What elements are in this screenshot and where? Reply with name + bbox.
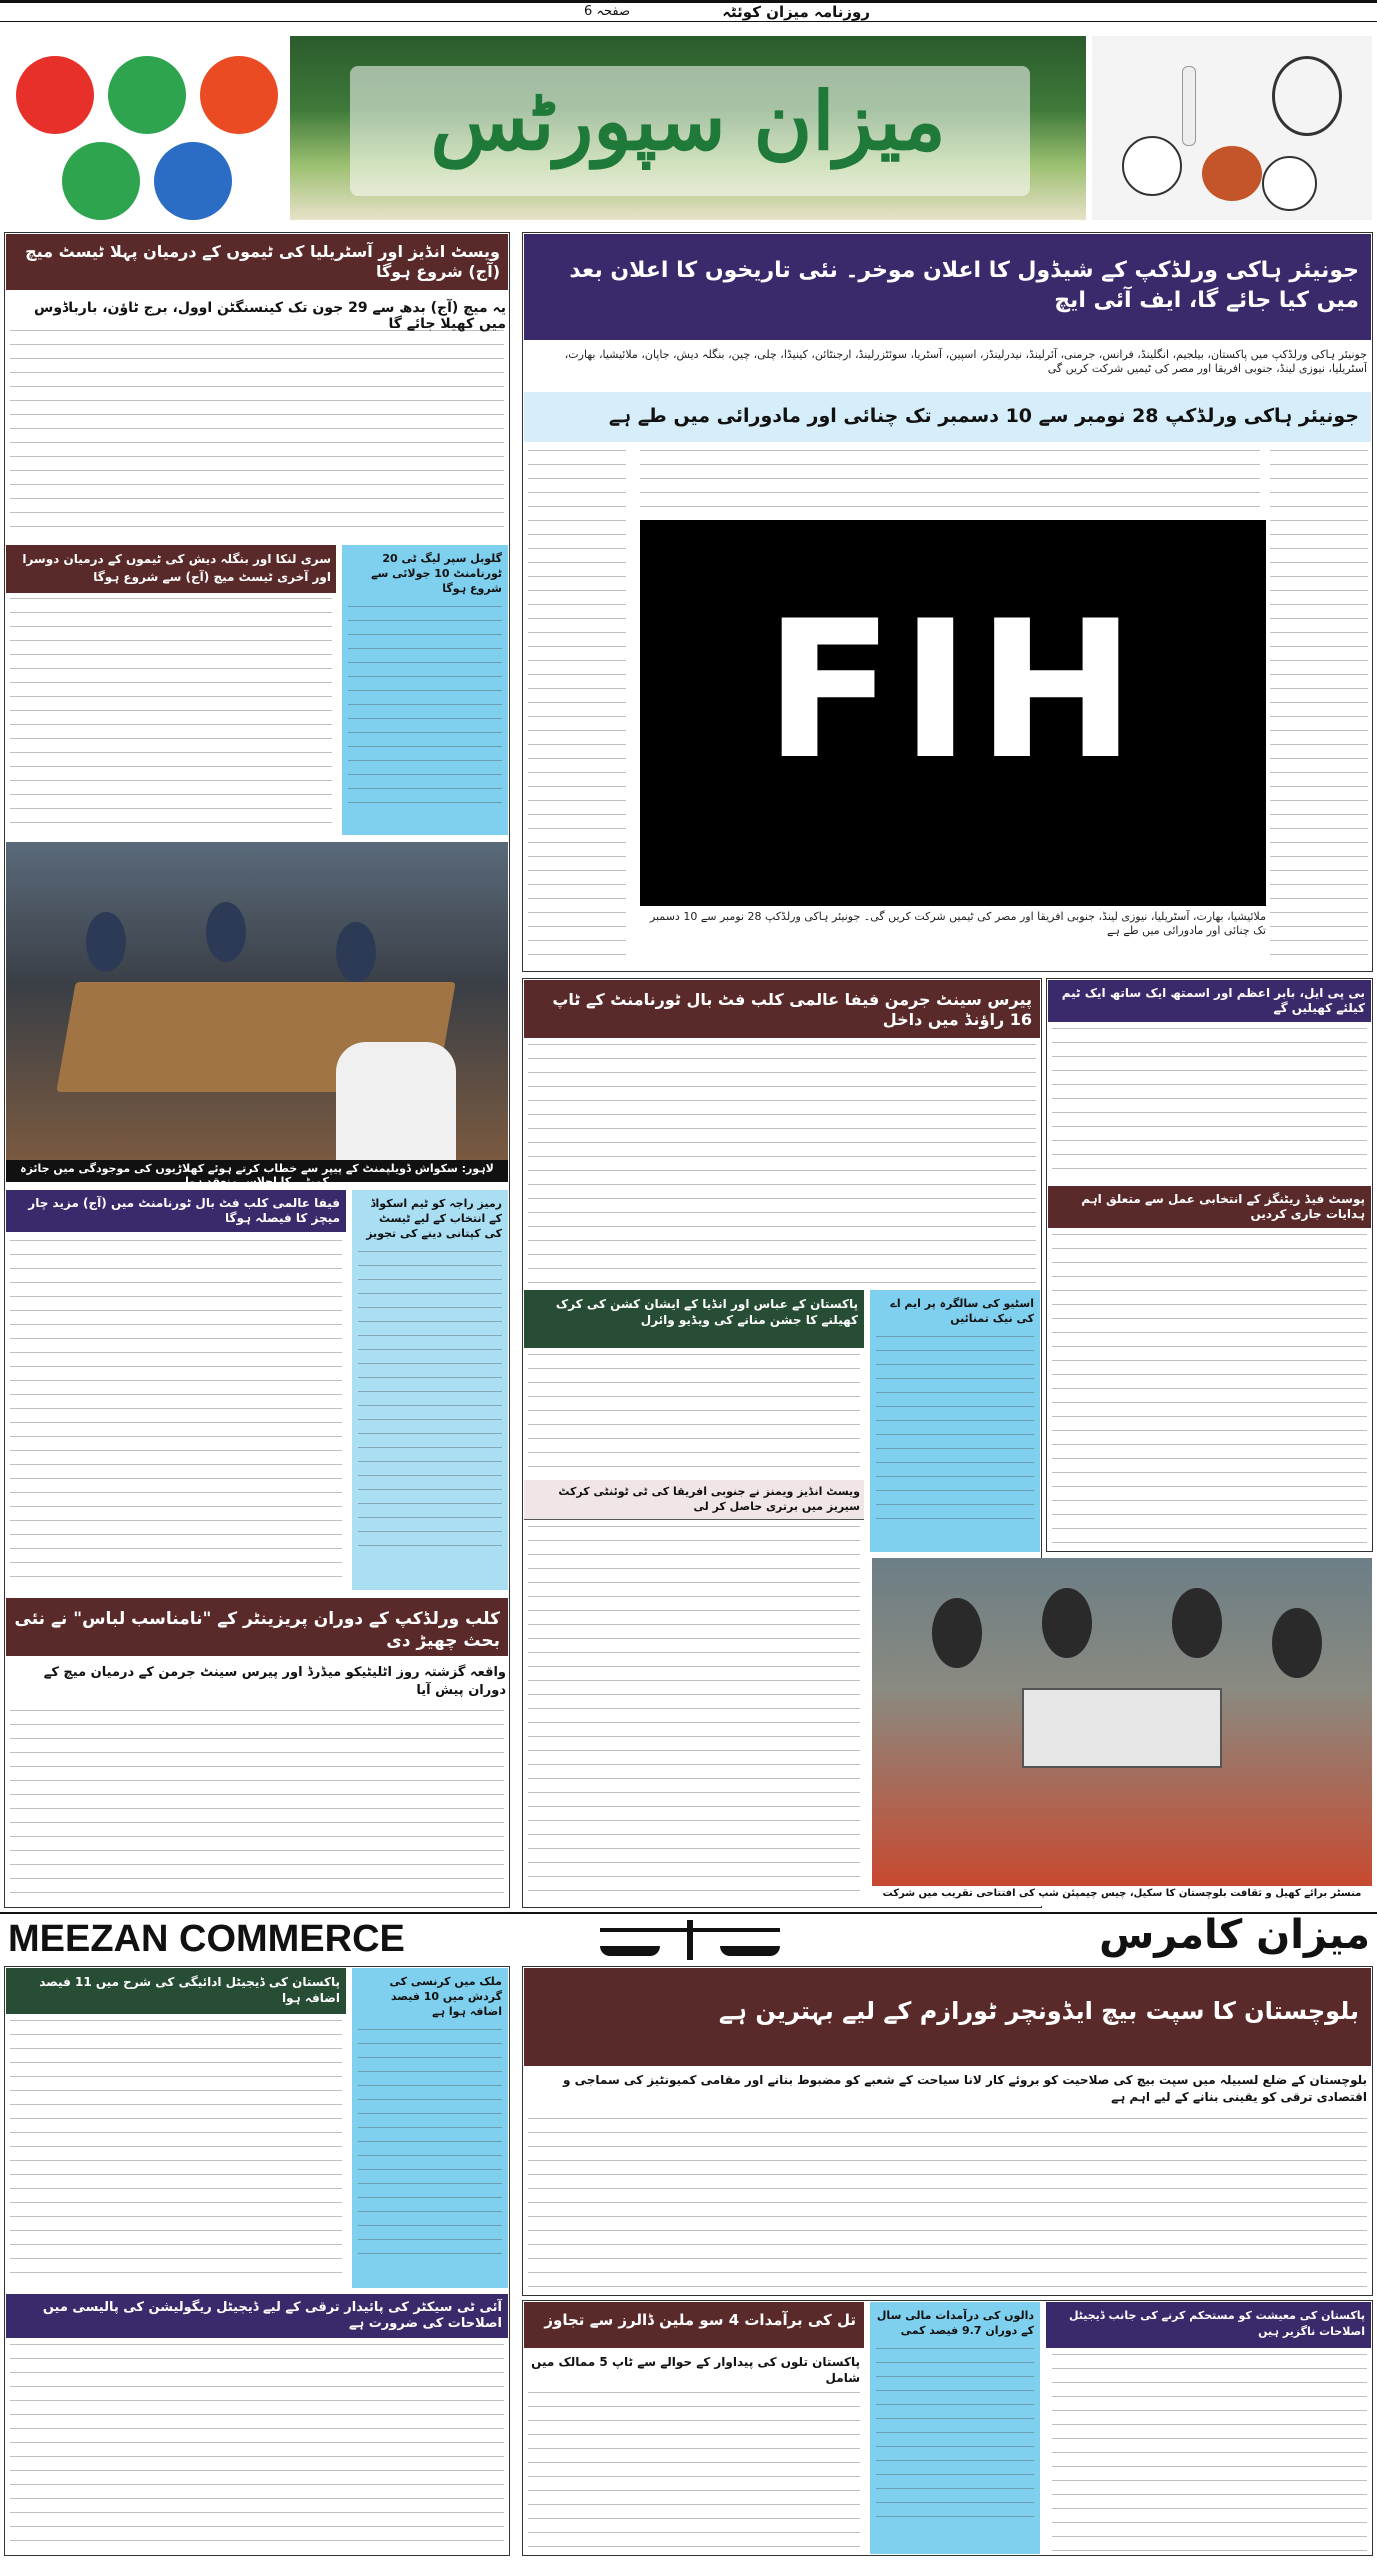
lead-intro: جونیئر ہاکی ورلڈکپ میں پاکستان، بیلجیم، انگلینڈ، فرانس، جرمنی، آئرلینڈ، نیدرلینڈز، اسپین، آسٹریا، سوئٹزرلینڈ، ارجنٹائن، کینیڈا، چلی، چین، بنگلہ دیش، جاپان، ملائیشیا، بھارت، آسٹریلیا، نیوزی لینڈ، جنوبی افریقا اور مصر کی ٹیمیں شرکت کریں گی [564, 348, 1367, 375]
oil-headline: تل کی برآمدات 4 سو ملین ڈالرز سے تجاوز [524, 2302, 864, 2348]
pak-body [528, 1354, 860, 1474]
commerce-left-body [10, 2020, 342, 2282]
wi-headline: ویسٹ انڈیز اور آسٹریلیا کی ٹیموں کے درمیان پہلا ٹیسٹ میچ (آج) شروع ہوگا [6, 234, 508, 290]
lead-body-top [640, 450, 1260, 512]
commerce-urdu-title: میزان کامرس [1099, 1912, 1370, 1958]
lead-bottom-text: ملائیشیا، بھارت، آسٹریلیا، نیوزی لینڈ، جنوبی افریقا اور مصر کی ٹیمیں شرکت کریں گی۔ جونیئر ہاکی ورلڈکپ 28 نومبر سے 10 دسمبر تک چنائی اور مادورائی میں طے ہے [649, 910, 1266, 937]
hockey-icon [62, 142, 140, 220]
meeting-photo-caption: لاہور: سکواش ڈویلپمنٹ کے پیپر سے خطاب کرتے ہوئے کھلاڑیوں کی موجودگی میں جائزہ کمیٹی کا اجلاس منعقد ہوا [6, 1160, 508, 1182]
meeting-photo [6, 842, 508, 1160]
page-label: صفحہ 6 [583, 4, 630, 19]
fih-logo-text: FIH [764, 580, 1142, 801]
oil-body [528, 2392, 860, 2552]
fifa-body [10, 1240, 342, 1590]
it-headline: آئی ٹی سیکٹر کی پائیدار ترقی کے لیے ڈیجیٹل ریگولیشن کی پالیسی میں اصلاحات کی ضرورت ہے [6, 2294, 508, 2338]
commerce-lead-headline: بلوچستان کا سپت بیچ ایڈونچر ٹورازم کے لیے بہترین ہے [524, 1968, 1371, 2066]
paper-name: روزنامہ میزان کوئٹہ [722, 3, 870, 21]
commerce-left-headline: پاکستان کی ڈیجیٹل ادائیگی کی شرح میں 11 فیصد اضافہ ہوا [6, 1968, 346, 2014]
lead-body-left [528, 450, 626, 960]
fifa-headline: فیفا عالمی کلب فٹ بال ٹورنامنٹ میں (آج) مزید چار میچز کا فیصلہ ہوگا [6, 1190, 346, 1232]
wi-body [10, 330, 504, 540]
running-icon [108, 56, 186, 134]
commerce-lead-subheadline: بلوچستان کے ضلع لسبیلہ میں سپت بیچ کی صلاحیت کو بروئے کار لانا سیاحت کے شعبے کو مضبوط بنانے اور مقامی کمیونٹیز کی سماجی و اقتصادی ترقی کو یقینی بنانے کے لیے اہم ہے [562, 2073, 1367, 2104]
section-logo-banner [290, 36, 1086, 220]
commerce-english-title: MEEZAN COMMERCE [8, 1918, 405, 1960]
basketball-icon [154, 142, 232, 220]
club-wc-headline: کلب ورلڈکپ کے دوران پریزینٹر کے "نامناسب لباس" نے نئی بحث چھیڑ دی [6, 1598, 508, 1656]
psg-headline: پیرس سینٹ جرمن فیفا عالمی کلب فٹ بال ٹورنامنٹ کے ٹاپ 16 راؤنڈ میں داخل [524, 980, 1040, 1038]
psf-headline: پوسٹ فیڈ ریٹنگز کے انتخابی عمل سے متعلق اہم ہدایات جاری کردیں [1048, 1186, 1371, 1228]
club-wc-body [10, 1710, 504, 1900]
middle-cyan-box-body [876, 1336, 1034, 1526]
oil-subheadline: پاکستان تلوں کی پیداوار کے حوالے سے ٹاپ 5 ممالک میں شامل [531, 2355, 860, 2385]
chess-photo-caption: منسٹر برائے کھیل و ثقافت بلوچستان کا سکیل، چیس چیمپئن شپ کی افتتاحی تقریب میں شرکت [872, 1886, 1372, 1906]
middle-cyan-box-head: اسٹیو کی سالگرہ پر ایم اے کی نیک تمنائیں [890, 1297, 1034, 1325]
section-logo-text: میزان سپورٹس [430, 74, 946, 168]
wi-sa-body [528, 1526, 860, 1900]
babar-headline: بی پی ایل، بابر اعظم اور اسمتھ ایک ساتھ ایک ٹیم کیلئے کھیلیں گے [1048, 980, 1371, 1022]
club-wc-subheadline: واقعہ گزشتہ روز اٹلیٹیکو میڈرڈ اور پیرس سینٹ جرمن کے درمیان میچ کے دوران پیش آیا [43, 1665, 506, 1698]
wi-subheadline: یہ میچ (آج) بدھ سے 29 جون تک کینسنگٹن اوول، برج ٹاؤن، بارباڈوس میں کھیلا جائے گا [34, 300, 506, 332]
economy-body [1052, 2354, 1367, 2552]
psf-body [1052, 1234, 1367, 1546]
commerce-lead-body [528, 2118, 1367, 2290]
it-body [10, 2344, 504, 2550]
commerce-cyan-box2-head: دالوں کی درآمدات مالی سال کے دوران 9.7 فیصد کمی [876, 2309, 1034, 2337]
middle-cyan-box [870, 1290, 1040, 1552]
left-cyan-box-head: رمیز راجہ کو ٹیم اسکواڈ کے انتخاب کے لیے ٹیسٹ کی کپتانی دینے کی تجویز [366, 1197, 502, 1240]
babar-body [1052, 1028, 1367, 1178]
lead-headline: جونیئر ہاکی ورلڈکپ کے شیڈول کا اعلان موخر۔ نئی تاریخوں کا اعلان بعد میں کیا جائے گا، ایف آئی ایچ [524, 234, 1371, 340]
left-cyan-box [352, 1190, 508, 1590]
sports-equipment-image [1092, 36, 1372, 220]
masthead-bar [0, 0, 1377, 22]
commerce-cyan-box2-body [876, 2348, 1034, 2528]
cricket-box-body [348, 606, 502, 806]
sl-body [10, 598, 332, 830]
lead-subheadline: جونیئر ہاکی ورلڈکپ 28 نومبر سے 10 دسمبر تک چنائی اور مادورائی میں طے ہے [524, 392, 1371, 442]
commerce-cyan-box [352, 1968, 508, 2288]
commerce-cyan-box-head: ملک میں کرنسی کی گردش میں 10 فیصد اضافہ ہوا ہے [389, 1975, 502, 2018]
left-cyan-box-body [358, 1251, 502, 1551]
football-icon [200, 56, 278, 134]
cricket-box [342, 545, 508, 835]
cricket-icon [16, 56, 94, 134]
psg-body [528, 1044, 1036, 1284]
pak-headline: پاکستان کے عباس اور انڈیا کے ایشان کشن کی کرک کھیلنے کا جشن منانے کی ویڈیو وائرل [524, 1290, 864, 1348]
cricket-box-head: گلوبل سپر لیگ ٹی 20 ٹورنامنٹ 10 جولائی سے شروع ہوگا [371, 552, 502, 595]
economy-headline: پاکستان کی معیشت کو مستحکم کرنے کی جانب ڈیجیٹل اصلاحات ناگزیر ہیں [1046, 2302, 1371, 2348]
wi-sa-headline: ویسٹ انڈیز ویمنز نے جنوبی افریقا کی ٹی ٹوئنٹی کرکٹ سیریز میں برتری حاصل کر لی [524, 1480, 864, 1520]
sports-icons-panel [4, 34, 284, 224]
lead-body-right [1270, 450, 1368, 960]
scales-icon [590, 1920, 790, 1964]
fih-logo-image [640, 520, 1266, 906]
commerce-cyan-box-body [358, 2029, 502, 2259]
commerce-cyan-box2 [870, 2302, 1040, 2554]
chess-photo [872, 1558, 1372, 1888]
sl-headline: سری لنکا اور بنگلہ دیش کی ٹیموں کے درمیان دوسرا اور آخری ٹیسٹ میچ (آج) سے شروع ہوگا [6, 545, 336, 593]
